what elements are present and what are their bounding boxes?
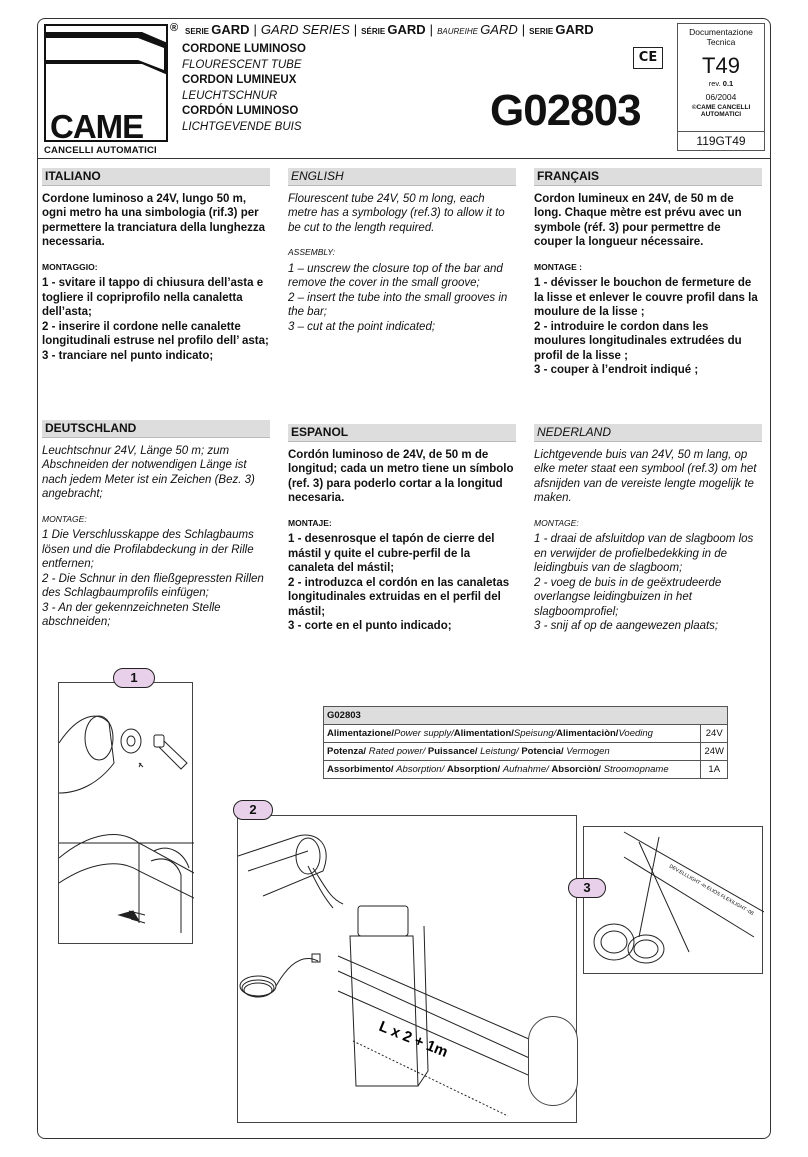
assembly-step: 2 – insert the tube into the small grooves in the bar; (288, 291, 508, 318)
brand-name: CAME (50, 108, 144, 142)
assembly-heading: MONTAGE: (534, 517, 579, 528)
section-heading: FRANÇAIS (534, 168, 762, 186)
assembly-step: 3 - tranciare nel punto indicato; (42, 349, 214, 362)
section-intro: Cordone luminoso a 24V, lungo 50 m, ogni metro ha una simbologia (rif.3) per permettere la tranciatura della lunghezza necessaria. (42, 192, 266, 248)
section-heading: DEUTSCHLAND (42, 420, 270, 438)
section-deutschland (42, 420, 270, 630)
assembly-heading: MONTAGE: (42, 513, 87, 524)
product-titles (182, 42, 306, 135)
assembly-heading: MONTAGGIO: (42, 261, 98, 272)
assembly-step: 1 - desenrosque el tapón de cierre del mástil y quite el cubre-perfil de la canaleta del mástil; (288, 533, 495, 574)
product-code: G02803 (490, 86, 641, 135)
assembly-step: 3 - An der gekennzeichneten Stelle abschneiden; (42, 601, 221, 628)
assembly-step: 1 - dévisser le bouchon de fermeture de la lisse et enlever le couvre profil dans la moulure de la lisse ; (534, 277, 758, 318)
section-intro: Cordon lumineux en 24V, de 50 m de long. Chaque mètre est prévu avec un symbole (réf. 3) pour permettre de couper la longueur nécessaire. (534, 192, 742, 248)
assembly-step: 1 – unscrew the closure top of the bar and remove the cover in the small groove; (288, 262, 503, 289)
assembly-step: 3 – cut at the point indicated; (288, 320, 436, 333)
section-intro: Cordón luminoso de 24V, de 50 m de longitud; cada un metro tiene un símbolo (ref. 3) para poderlo cortar a la longitud necesaria. (288, 448, 514, 504)
figure-1-box (58, 682, 193, 944)
assembly-step: 2 - introduzca el cordón en las canaletas longitudinales extruidas en el perfil del mástil; (288, 576, 510, 618)
barrier-assembly-illustration (238, 816, 578, 1124)
product-title-line: CORDÓN LUMINOSO (182, 105, 299, 117)
tube-end-detail (528, 1016, 578, 1106)
doc-code: T49 (702, 53, 740, 78)
figure-3-box (583, 826, 763, 974)
doc-revision: rev. 0.1 (708, 79, 734, 88)
tube-print-text: DEV.ELLLIGHT -in ELIOS FLEXILIGHT -08 (668, 863, 755, 917)
section-english (288, 168, 516, 334)
logo-stripe-graphic (46, 26, 168, 106)
brand-logo (44, 24, 168, 142)
product-title-line: CORDON LUMINEUX (182, 74, 297, 86)
product-title-line: LICHTGEVENDE BUIS (182, 120, 302, 133)
cap-removal-illustration (59, 683, 194, 945)
figure-3-badge: 3 (568, 878, 606, 898)
spec-model: G02803 (324, 707, 728, 725)
series-separator: | (521, 22, 526, 37)
scissors-cut-illustration (584, 827, 764, 975)
section-intro: Leuchtschnur 24V, Länge 50 m; zum Abschneiden der notwendigen Länge ist nach jedem Meter ist ein Zeichen (Bez. 3) angebracht; (42, 444, 255, 500)
doc-number: 119GT49 (678, 131, 764, 150)
spec-row (324, 761, 728, 779)
series-separator: | (429, 22, 434, 37)
section-heading: ITALIANO (42, 168, 270, 186)
assembly-step: 1 Die Verschlusskappe des Schlagbaums lösen und die Profilabdeckung in der Rille entfernen; (42, 529, 254, 570)
spec-label: Alimentazione/Power supply/Alimentation/Speisung/Alimentaciòn/Voeding (324, 725, 701, 743)
section-intro: Flourescent tube 24V, 50 m long, each metre has a symbology (ref.3) to allow it to be cut to the length required. (288, 192, 505, 234)
series-line (185, 22, 594, 37)
assembly-step: 2 - Die Schnur in den fließgepressten Rillen des Schlagbaumprofils einfügen; (42, 572, 264, 599)
product-title-line: LEUCHTSCHNUR (182, 89, 278, 102)
series-item: SERIE GARD (185, 22, 250, 37)
assembly-step: 2 - inserire il cordone nelle canalette longitudinali estruse nel profilo dell’ asta; (42, 320, 269, 347)
doc-info-box (677, 23, 765, 151)
section-intro: Lichtgevende buis van 24V, 50 m lang, op elke meter staat een symbool (ref.3) om het afsnijden van de vereiste lengte mogelijk te maken. (534, 448, 757, 504)
dimension-label: L x 2 + 1m (376, 1017, 451, 1061)
series-separator: | (253, 22, 257, 37)
ce-mark: CE (633, 47, 663, 69)
product-title-line: CORDONE LUMINOSO (182, 43, 306, 55)
section-heading: ENGLISH (288, 168, 516, 186)
section-francais (534, 168, 762, 378)
brand-subtitle: CANCELLI AUTOMATICI (44, 145, 157, 156)
spec-value: 24W (701, 743, 728, 761)
section-nederland (534, 424, 762, 634)
series-item: BAUREIHE GARD (437, 22, 518, 37)
section-italiano (42, 168, 270, 363)
spec-label: Assorbimento/ Absorption/ Absorption/ Aufnahme/ Absorciòn/ Stroomopname (324, 761, 701, 779)
spec-value: 1A (701, 761, 728, 779)
assembly-heading: MONTAJE: (288, 517, 332, 528)
spec-row (324, 725, 728, 743)
doc-label: Documentazione Tecnica (689, 27, 753, 47)
assembly-step: 1 - svitare il tappo di chiusura dell’asta e togliere il copriprofilo nella canaletta dell’asta; (42, 277, 264, 318)
series-item: SERIE GARD (529, 22, 594, 37)
spec-label: Potenza/ Rated power/ Puissance/ Leistung/ Potencia/ Vermogen (324, 743, 701, 761)
figure-2-badge: 2 (233, 800, 273, 820)
doc-date: 06/2004 (705, 92, 737, 102)
spec-table (323, 706, 728, 779)
assembly-step: 1 - draai de afsluitdop van de slagboom los en verwijder de profielbedekking in de leidingbuis van de slagboom; (534, 533, 754, 574)
doc-copyright: ©CAME CANCELLI AUTOMATICI (691, 104, 751, 118)
assembly-step: 3 - couper à l’endroit indiqué ; (534, 364, 699, 376)
spec-row (324, 743, 728, 761)
registered-mark: ® (170, 22, 179, 34)
assembly-step: 2 - introduire le cordon dans les moulures longitudinales extrudées du profil de la lisse ; (534, 320, 742, 362)
assembly-heading: MONTAGE : (534, 261, 583, 272)
series-item: SÉRIE GARD (361, 22, 426, 37)
series-item: GARD SERIES (260, 22, 350, 37)
spec-value: 24V (701, 725, 728, 743)
header-divider (37, 158, 771, 159)
assembly-step: 2 - voeg de buis in de geëxtrudeerde overlangse leidingbuizen in het slagboomprofiel; (534, 576, 722, 618)
section-heading: NEDERLAND (534, 424, 762, 442)
assembly-step: 3 - corte en el punto indicado; (288, 620, 452, 632)
figure-1-badge: 1 (113, 668, 155, 688)
assembly-step: 3 - snij af op de aangewezen plaats; (534, 620, 719, 632)
series-separator: | (353, 22, 358, 37)
section-heading: ESPANOL (288, 424, 516, 442)
figure-2-box (237, 815, 577, 1123)
assembly-heading: ASSEMBLY: (288, 247, 336, 257)
product-title-line: FLOURESCENT TUBE (182, 58, 302, 71)
section-espanol (288, 424, 516, 634)
